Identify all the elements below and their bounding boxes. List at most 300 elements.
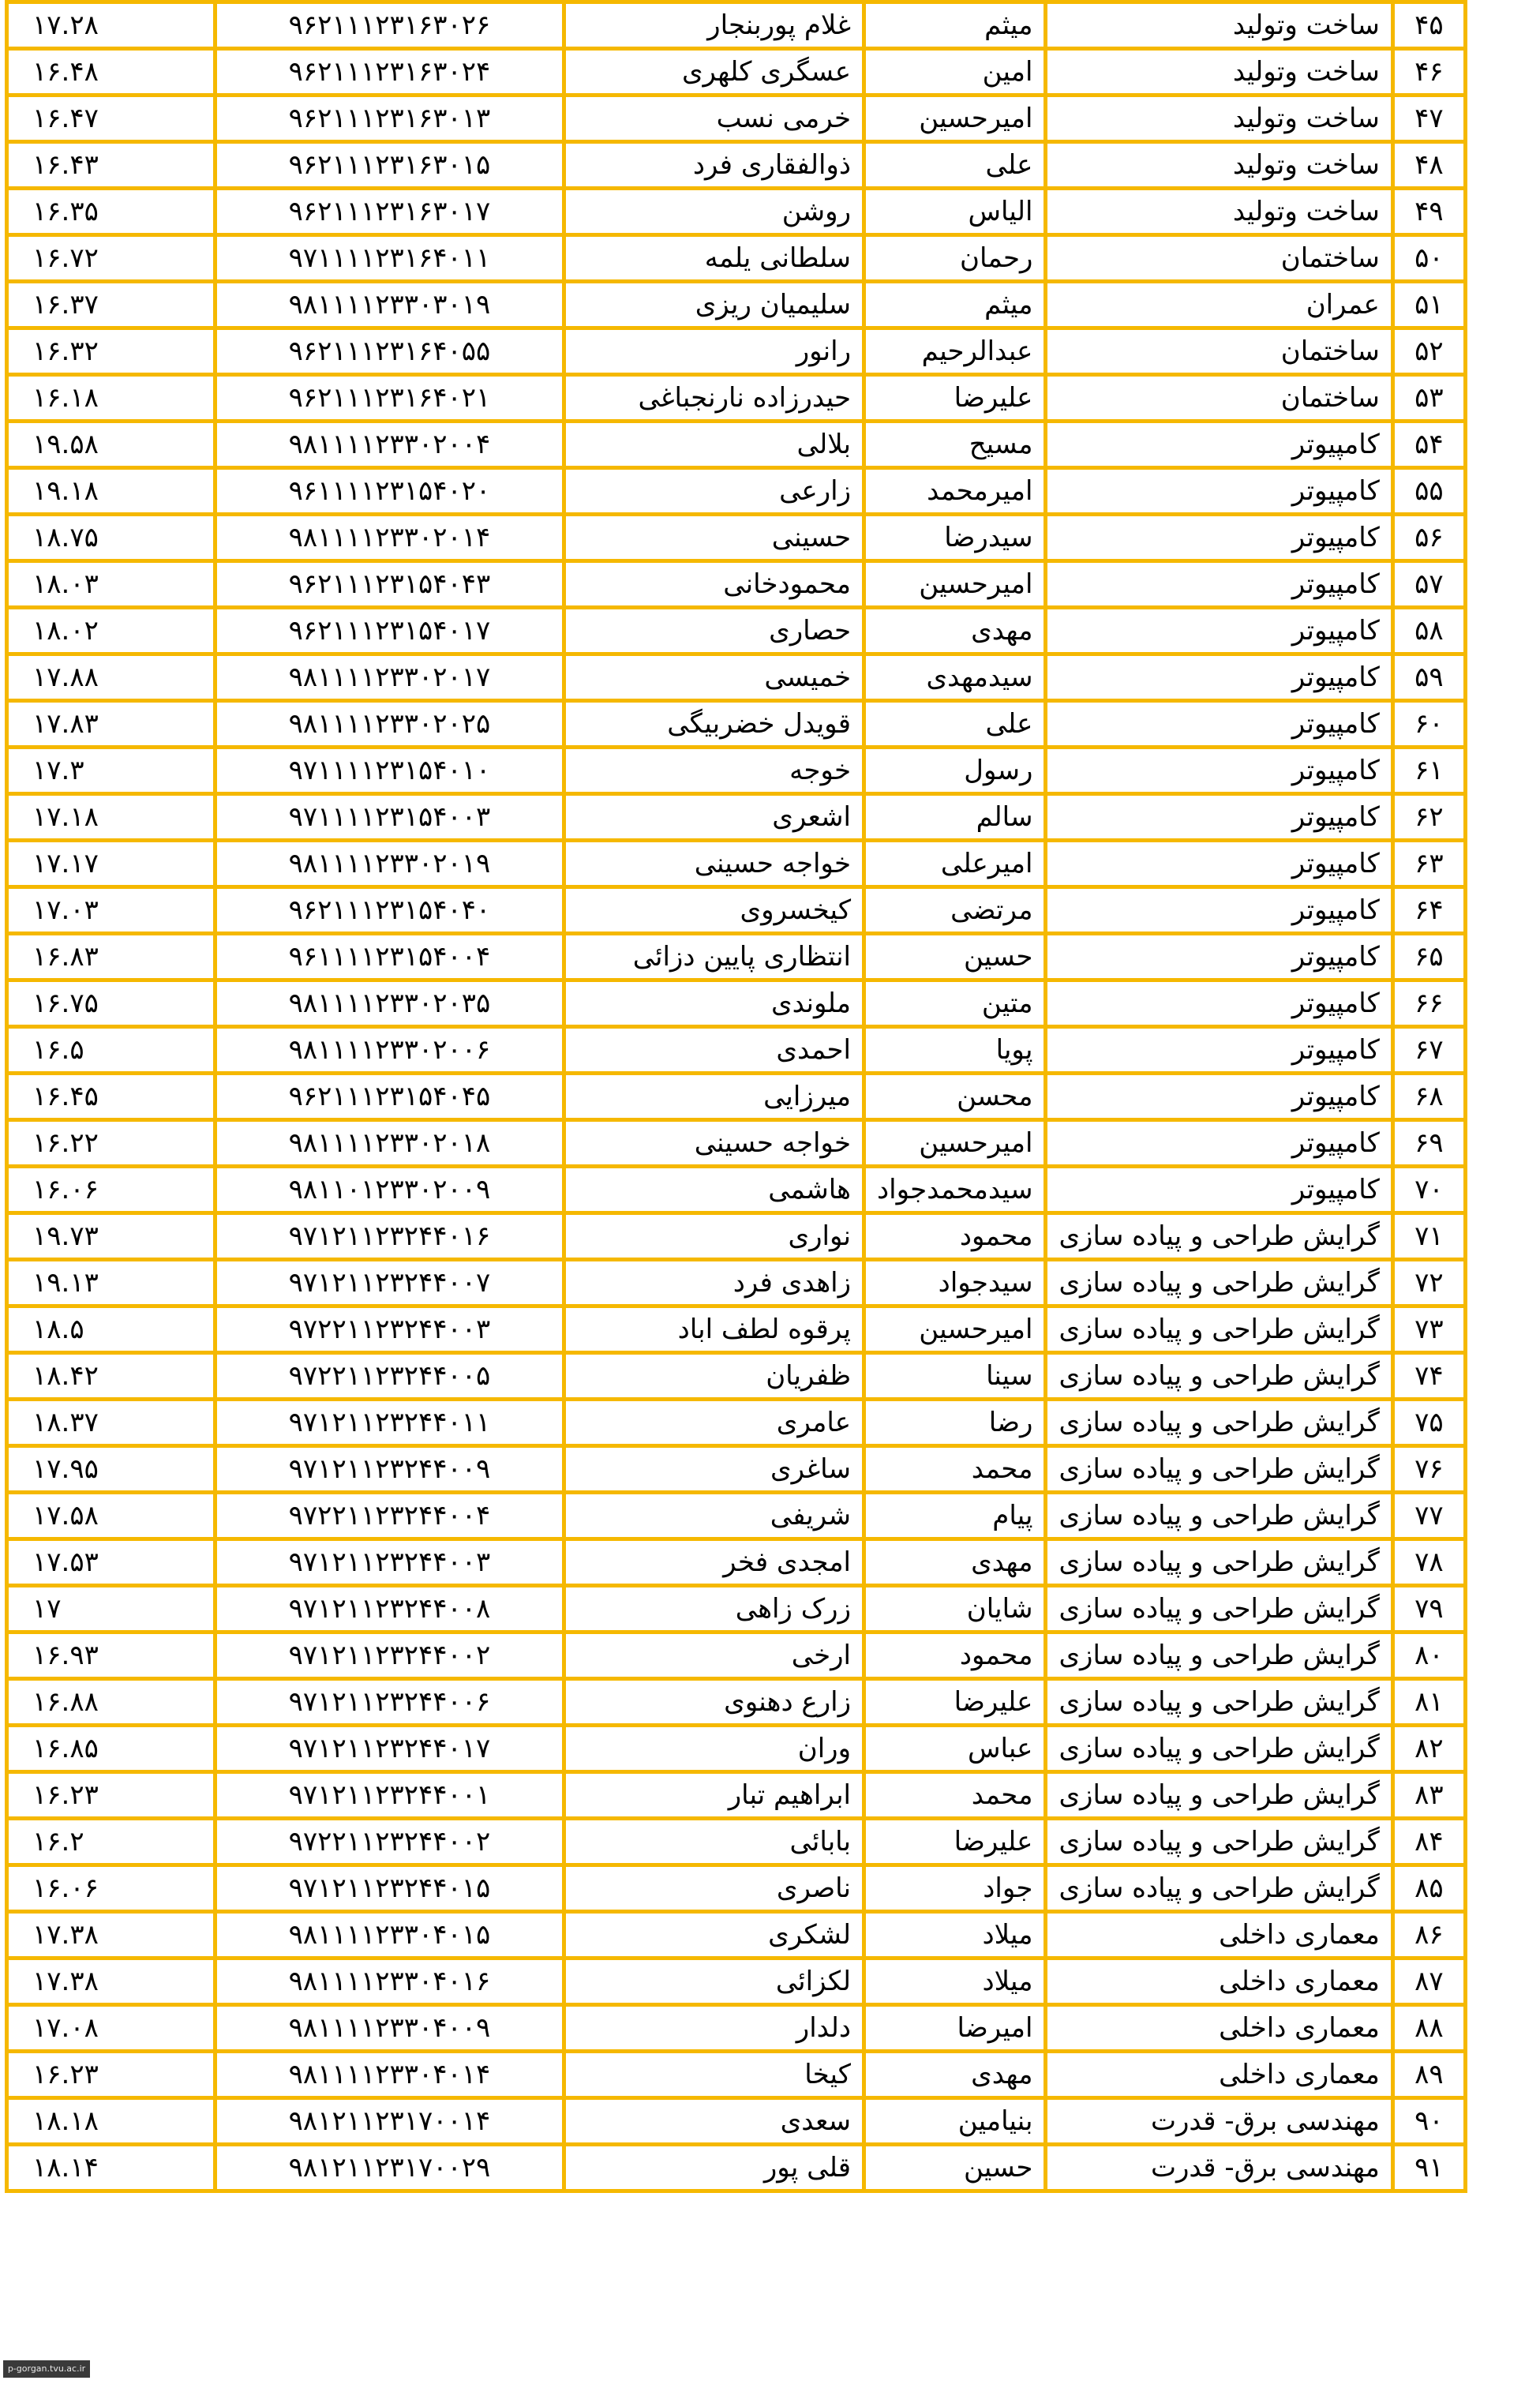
grade-cell: ۱۸.۳۷ — [7, 1400, 215, 1446]
grade-cell: ۱۶.۷۲ — [7, 235, 215, 282]
student-id-cell: ۹۶۲۱۱۱۲۳۱۵۴۰۱۷ — [215, 608, 564, 654]
student-id-cell: ۹۶۲۱۱۱۲۳۱۶۴۰۲۱ — [215, 375, 564, 422]
first-name-cell: مهدی — [864, 608, 1046, 654]
student-id-cell: ۹۶۱۱۱۱۲۳۱۵۴۰۲۰ — [215, 468, 564, 515]
grade-cell: ۱۶.۴۳ — [7, 142, 215, 189]
first-name-cell: شایان — [864, 1586, 1046, 1632]
student-id-cell: ۹۸۱۲۱۱۲۳۱۷۰۰۱۴ — [215, 2098, 564, 2145]
last-name-cell: کیخا — [564, 2052, 864, 2098]
field-cell: معماری داخلی — [1046, 2052, 1392, 2098]
table-row — [7, 887, 1466, 934]
field-cell: معماری داخلی — [1046, 1959, 1392, 2005]
last-name-cell: سلیمیان ریزی — [564, 282, 864, 328]
grade-cell: ۱۶.۰۶ — [7, 1865, 215, 1912]
first-name-cell: سیدمحمدجواد — [864, 1167, 1046, 1213]
row-number-cell: ۷۵ — [1392, 1400, 1465, 1446]
grade-cell: ۱۷.۵۳ — [7, 1539, 215, 1586]
student-id-cell: ۹۸۱۱۱۱۲۳۳۰۲۰۲۵ — [215, 701, 564, 748]
row-number-cell: ۶۸ — [1392, 1074, 1465, 1120]
student-id-cell: ۹۶۲۱۱۱۲۳۱۶۳۰۱۵ — [215, 142, 564, 189]
student-id-cell: ۹۷۲۲۱۱۲۳۲۴۴۰۰۵ — [215, 1353, 564, 1400]
table-row — [7, 1912, 1466, 1959]
grade-cell: ۱۶.۸۸ — [7, 1679, 215, 1726]
field-cell: مهندسی برق- قدرت — [1046, 2145, 1392, 2191]
first-name-cell: علیرضا — [864, 1819, 1046, 1865]
first-name-cell: امیرعلی — [864, 841, 1046, 887]
row-number-cell: ۵۴ — [1392, 422, 1465, 468]
row-number-cell: ۵۰ — [1392, 235, 1465, 282]
student-id-cell: ۹۸۱۱۱۱۲۳۳۰۴۰۱۴ — [215, 2052, 564, 2098]
grade-cell: ۱۷.۳۸ — [7, 1912, 215, 1959]
field-cell: ساختمان — [1046, 235, 1392, 282]
row-number-cell: ۵۸ — [1392, 608, 1465, 654]
last-name-cell: رانور — [564, 328, 864, 375]
table-row — [7, 1120, 1466, 1167]
table-row — [7, 2145, 1466, 2191]
student-id-cell: ۹۶۲۱۱۱۲۳۱۵۴۰۴۵ — [215, 1074, 564, 1120]
first-name-cell: امیرضا — [864, 2005, 1046, 2052]
last-name-cell: بلالی — [564, 422, 864, 468]
student-id-cell: ۹۷۱۱۱۱۲۳۱۶۴۰۱۱ — [215, 235, 564, 282]
grade-cell: ۱۸.۱۸ — [7, 2098, 215, 2145]
last-name-cell: اشعری — [564, 794, 864, 841]
last-name-cell: ملوندی — [564, 980, 864, 1027]
last-name-cell: خواجه حسینی — [564, 841, 864, 887]
first-name-cell: متین — [864, 980, 1046, 1027]
row-number-cell: ۹۱ — [1392, 2145, 1465, 2191]
table-row — [7, 235, 1466, 282]
row-number-cell: ۸۱ — [1392, 1679, 1465, 1726]
first-name-cell: مسیح — [864, 422, 1046, 468]
field-cell: گرایش طراحی و پیاده سازی — [1046, 1446, 1392, 1493]
first-name-cell: امیرحسین — [864, 561, 1046, 608]
student-id-cell: ۹۷۱۲۱۱۲۳۲۴۴۰۱۷ — [215, 1726, 564, 1772]
row-number-cell: ۸۳ — [1392, 1772, 1465, 1819]
last-name-cell: پرقوه لطف اباد — [564, 1306, 864, 1353]
row-number-cell: ۷۴ — [1392, 1353, 1465, 1400]
first-name-cell: سیدجواد — [864, 1260, 1046, 1306]
last-name-cell: لشکری — [564, 1912, 864, 1959]
table-row — [7, 1819, 1466, 1865]
last-name-cell: خرمی نسب — [564, 96, 864, 142]
first-name-cell: سیدمهدی — [864, 654, 1046, 701]
last-name-cell: نواری — [564, 1213, 864, 1260]
grade-cell: ۱۷.۰۸ — [7, 2005, 215, 2052]
last-name-cell: شریفی — [564, 1493, 864, 1539]
table-row — [7, 2005, 1466, 2052]
last-name-cell: عامری — [564, 1400, 864, 1446]
student-id-cell: ۹۷۱۲۱۱۲۳۲۴۴۰۰۳ — [215, 1539, 564, 1586]
last-name-cell: ذوالفقاری فرد — [564, 142, 864, 189]
table-row — [7, 1632, 1466, 1679]
row-number-cell: ۷۲ — [1392, 1260, 1465, 1306]
first-name-cell: سیدرضا — [864, 515, 1046, 561]
last-name-cell: محمودخانی — [564, 561, 864, 608]
student-id-cell: ۹۸۱۱۱۱۲۳۳۰۴۰۱۵ — [215, 1912, 564, 1959]
last-name-cell: خمیسی — [564, 654, 864, 701]
table-row — [7, 1027, 1466, 1074]
student-id-cell: ۹۷۲۲۱۱۲۳۲۴۴۰۰۴ — [215, 1493, 564, 1539]
field-cell: کامپیوتر — [1046, 1027, 1392, 1074]
row-number-cell: ۴۵ — [1392, 2, 1465, 49]
last-name-cell: امجدی فخر — [564, 1539, 864, 1586]
grade-cell: ۱۶.۳۵ — [7, 189, 215, 235]
first-name-cell: جواد — [864, 1865, 1046, 1912]
student-id-cell: ۹۷۱۲۱۱۲۳۲۴۴۰۱۱ — [215, 1400, 564, 1446]
field-cell: کامپیوتر — [1046, 1120, 1392, 1167]
field-cell: کامپیوتر — [1046, 468, 1392, 515]
grade-cell: ۱۶.۷۵ — [7, 980, 215, 1027]
student-id-cell: ۹۸۱۱۱۱۲۳۳۰۲۰۱۴ — [215, 515, 564, 561]
row-number-cell: ۵۵ — [1392, 468, 1465, 515]
table-row — [7, 1400, 1466, 1446]
first-name-cell: عباس — [864, 1726, 1046, 1772]
grade-cell: ۱۶.۴۵ — [7, 1074, 215, 1120]
table-row — [7, 189, 1466, 235]
field-cell: گرایش طراحی و پیاده سازی — [1046, 1400, 1392, 1446]
student-id-cell: ۹۷۱۲۱۱۲۳۲۴۴۰۰۷ — [215, 1260, 564, 1306]
last-name-cell: میرزایی — [564, 1074, 864, 1120]
student-id-cell: ۹۸۱۱۱۱۲۳۳۰۴۰۱۶ — [215, 1959, 564, 2005]
first-name-cell: امیرحسین — [864, 1306, 1046, 1353]
table-row — [7, 561, 1466, 608]
first-name-cell: مرتضی — [864, 887, 1046, 934]
field-cell: گرایش طراحی و پیاده سازی — [1046, 1306, 1392, 1353]
table-row — [7, 1726, 1466, 1772]
student-id-cell: ۹۶۱۱۱۱۲۳۱۵۴۰۰۴ — [215, 934, 564, 980]
student-id-cell: ۹۸۱۱۱۱۲۳۳۰۴۰۰۹ — [215, 2005, 564, 2052]
first-name-cell: امین — [864, 49, 1046, 96]
grade-cell: ۱۷.۰۳ — [7, 887, 215, 934]
row-number-cell: ۹۰ — [1392, 2098, 1465, 2145]
row-number-cell: ۸۶ — [1392, 1912, 1465, 1959]
student-id-cell: ۹۶۲۱۱۱۲۳۱۶۳۰۲۴ — [215, 49, 564, 96]
grade-cell: ۱۶.۸۵ — [7, 1726, 215, 1772]
table-row — [7, 1306, 1466, 1353]
first-name-cell: پویا — [864, 1027, 1046, 1074]
grade-cell: ۱۷.۳۸ — [7, 1959, 215, 2005]
student-id-cell: ۹۶۲۱۱۱۲۳۱۵۴۰۴۳ — [215, 561, 564, 608]
last-name-cell: غلام پوربنجار — [564, 2, 864, 49]
table-row — [7, 49, 1466, 96]
table-row — [7, 841, 1466, 887]
row-number-cell: ۸۴ — [1392, 1819, 1465, 1865]
row-number-cell: ۸۷ — [1392, 1959, 1465, 2005]
row-number-cell: ۴۸ — [1392, 142, 1465, 189]
table-row — [7, 422, 1466, 468]
row-number-cell: ۸۹ — [1392, 2052, 1465, 2098]
last-name-cell: ساغری — [564, 1446, 864, 1493]
last-name-cell: احمدی — [564, 1027, 864, 1074]
grade-cell: ۱۶.۵ — [7, 1027, 215, 1074]
table-row — [7, 654, 1466, 701]
grade-cell: ۱۷.۸۳ — [7, 701, 215, 748]
table-row — [7, 2052, 1466, 2098]
table-row — [7, 1772, 1466, 1819]
student-id-cell: ۹۷۱۱۱۱۲۳۱۵۴۰۰۳ — [215, 794, 564, 841]
grade-cell: ۱۷.۵۸ — [7, 1493, 215, 1539]
first-name-cell: رضا — [864, 1400, 1046, 1446]
student-id-cell: ۹۸۱۲۱۱۲۳۱۷۰۰۲۹ — [215, 2145, 564, 2191]
last-name-cell: ظفریان — [564, 1353, 864, 1400]
row-number-cell: ۷۱ — [1392, 1213, 1465, 1260]
row-number-cell: ۵۷ — [1392, 561, 1465, 608]
field-cell: معماری داخلی — [1046, 2005, 1392, 2052]
row-number-cell: ۷۷ — [1392, 1493, 1465, 1539]
field-cell: گرایش طراحی و پیاده سازی — [1046, 1865, 1392, 1912]
field-cell: گرایش طراحی و پیاده سازی — [1046, 1493, 1392, 1539]
field-cell: کامپیوتر — [1046, 887, 1392, 934]
last-name-cell: حسینی — [564, 515, 864, 561]
table-row — [7, 328, 1466, 375]
field-cell: مهندسی برق- قدرت — [1046, 2098, 1392, 2145]
grade-cell: ۱۶.۴۷ — [7, 96, 215, 142]
grade-cell: ۱۷.۱۷ — [7, 841, 215, 887]
first-name-cell: میثم — [864, 2, 1046, 49]
grade-cell: ۱۶.۴۸ — [7, 49, 215, 96]
grade-cell: ۱۹.۷۳ — [7, 1213, 215, 1260]
grade-cell: ۱۷.۹۵ — [7, 1446, 215, 1493]
row-number-cell: ۴۶ — [1392, 49, 1465, 96]
row-number-cell: ۵۱ — [1392, 282, 1465, 328]
field-cell: گرایش طراحی و پیاده سازی — [1046, 1679, 1392, 1726]
student-id-cell: ۹۷۱۱۱۱۲۳۱۵۴۰۱۰ — [215, 748, 564, 794]
field-cell: کامپیوتر — [1046, 748, 1392, 794]
student-id-cell: ۹۸۱۱۱۱۲۳۳۰۳۰۱۹ — [215, 282, 564, 328]
last-name-cell: زارعی — [564, 468, 864, 515]
field-cell: ساخت وتولید — [1046, 189, 1392, 235]
first-name-cell: مهدی — [864, 2052, 1046, 2098]
table-row — [7, 96, 1466, 142]
row-number-cell: ۵۶ — [1392, 515, 1465, 561]
first-name-cell: سالم — [864, 794, 1046, 841]
field-cell: گرایش طراحی و پیاده سازی — [1046, 1353, 1392, 1400]
last-name-cell: سعدی — [564, 2098, 864, 2145]
row-number-cell: ۶۹ — [1392, 1120, 1465, 1167]
field-cell: کامپیوتر — [1046, 934, 1392, 980]
first-name-cell: میثم — [864, 282, 1046, 328]
first-name-cell: سینا — [864, 1353, 1046, 1400]
table-row — [7, 515, 1466, 561]
first-name-cell: بنیامین — [864, 2098, 1046, 2145]
grade-cell: ۱۸.۴۲ — [7, 1353, 215, 1400]
row-number-cell: ۸۰ — [1392, 1632, 1465, 1679]
table-row — [7, 1493, 1466, 1539]
table-row — [7, 748, 1466, 794]
field-cell: ساختمان — [1046, 375, 1392, 422]
last-name-cell: ابراهیم تبار — [564, 1772, 864, 1819]
grade-cell: ۱۹.۱۸ — [7, 468, 215, 515]
row-number-cell: ۶۷ — [1392, 1027, 1465, 1074]
grade-cell: ۱۶.۲۳ — [7, 1772, 215, 1819]
student-id-cell: ۹۸۱۱۱۱۲۳۳۰۲۰۱۸ — [215, 1120, 564, 1167]
grade-cell: ۱۷.۳ — [7, 748, 215, 794]
student-id-cell: ۹۸۱۱۱۱۲۳۳۰۲۰۰۴ — [215, 422, 564, 468]
field-cell: گرایش طراحی و پیاده سازی — [1046, 1772, 1392, 1819]
grade-cell: ۱۸.۱۴ — [7, 2145, 215, 2191]
first-name-cell: محمد — [864, 1772, 1046, 1819]
field-cell: ساخت وتولید — [1046, 96, 1392, 142]
row-number-cell: ۷۶ — [1392, 1446, 1465, 1493]
grade-cell: ۱۶.۸۳ — [7, 934, 215, 980]
row-number-cell: ۷۸ — [1392, 1539, 1465, 1586]
field-cell: کامپیوتر — [1046, 794, 1392, 841]
grade-cell: ۱۶.۹۳ — [7, 1632, 215, 1679]
student-id-cell: ۹۶۲۱۱۱۲۳۱۶۴۰۵۵ — [215, 328, 564, 375]
first-name-cell: علی — [864, 701, 1046, 748]
grade-cell: ۱۶.۱۸ — [7, 375, 215, 422]
row-number-cell: ۸۸ — [1392, 2005, 1465, 2052]
table-row — [7, 2098, 1466, 2145]
row-number-cell: ۶۴ — [1392, 887, 1465, 934]
table-row — [7, 1213, 1466, 1260]
grade-cell: ۱۸.۵ — [7, 1306, 215, 1353]
last-name-cell: خوجه — [564, 748, 864, 794]
last-name-cell: قویدل خضربیگی — [564, 701, 864, 748]
grade-cell: ۱۶.۲۲ — [7, 1120, 215, 1167]
last-name-cell: دلدار — [564, 2005, 864, 2052]
student-id-cell: ۹۷۱۲۱۱۲۳۲۴۴۰۱۶ — [215, 1213, 564, 1260]
field-cell: کامپیوتر — [1046, 515, 1392, 561]
grade-cell: ۱۷.۲۸ — [7, 2, 215, 49]
row-number-cell: ۶۶ — [1392, 980, 1465, 1027]
last-name-cell: ارخی — [564, 1632, 864, 1679]
table-row — [7, 1539, 1466, 1586]
table-row — [7, 1865, 1466, 1912]
field-cell: ساخت وتولید — [1046, 2, 1392, 49]
grade-cell: ۱۷.۸۸ — [7, 654, 215, 701]
row-number-cell: ۵۲ — [1392, 328, 1465, 375]
table-row — [7, 142, 1466, 189]
field-cell: گرایش طراحی و پیاده سازی — [1046, 1726, 1392, 1772]
site-watermark: p-gorgan.tvu.ac.ir — [3, 2360, 90, 2378]
last-name-cell: حصاری — [564, 608, 864, 654]
last-name-cell: روشن — [564, 189, 864, 235]
student-id-cell: ۹۸۱۱۱۱۲۳۳۰۲۰۳۵ — [215, 980, 564, 1027]
first-name-cell: محمود — [864, 1213, 1046, 1260]
last-name-cell: سلطانی یلمه — [564, 235, 864, 282]
student-id-cell: ۹۷۱۲۱۱۲۳۲۴۴۰۰۹ — [215, 1446, 564, 1493]
grade-cell: ۱۶.۲ — [7, 1819, 215, 1865]
student-id-cell: ۹۸۱۱۱۱۲۳۳۰۲۰۱۹ — [215, 841, 564, 887]
table-row — [7, 1959, 1466, 2005]
table-row — [7, 468, 1466, 515]
last-name-cell: خواجه حسینی — [564, 1120, 864, 1167]
row-number-cell: ۷۹ — [1392, 1586, 1465, 1632]
first-name-cell: محسن — [864, 1074, 1046, 1120]
table-row — [7, 1260, 1466, 1306]
first-name-cell: علیرضا — [864, 1679, 1046, 1726]
first-name-cell: رحمان — [864, 235, 1046, 282]
first-name-cell: امیرمحمد — [864, 468, 1046, 515]
grade-cell: ۱۶.۳۷ — [7, 282, 215, 328]
table-row — [7, 1586, 1466, 1632]
table-row — [7, 282, 1466, 328]
student-id-cell: ۹۶۲۱۱۱۲۳۱۶۳۰۲۶ — [215, 2, 564, 49]
student-id-cell: ۹۸۱۱۰۱۲۳۳۰۲۰۰۹ — [215, 1167, 564, 1213]
row-number-cell: ۷۰ — [1392, 1167, 1465, 1213]
row-number-cell: ۸۵ — [1392, 1865, 1465, 1912]
table-row — [7, 1679, 1466, 1726]
field-cell: ساختمان — [1046, 328, 1392, 375]
grade-cell: ۱۹.۱۳ — [7, 1260, 215, 1306]
row-number-cell: ۶۲ — [1392, 794, 1465, 841]
row-number-cell: ۶۳ — [1392, 841, 1465, 887]
student-id-cell: ۹۸۱۱۱۱۲۳۳۰۲۰۰۶ — [215, 1027, 564, 1074]
field-cell: کامپیوتر — [1046, 561, 1392, 608]
student-id-cell: ۹۶۲۱۱۱۲۳۱۶۳۰۱۳ — [215, 96, 564, 142]
last-name-cell: زارع دهنوی — [564, 1679, 864, 1726]
table-row — [7, 2, 1466, 49]
last-name-cell: لکزائی — [564, 1959, 864, 2005]
student-id-cell: ۹۶۲۱۱۱۲۳۱۵۴۰۴۰ — [215, 887, 564, 934]
last-name-cell: بابائی — [564, 1819, 864, 1865]
grade-cell: ۱۸.۷۵ — [7, 515, 215, 561]
row-number-cell: ۵۳ — [1392, 375, 1465, 422]
field-cell: گرایش طراحی و پیاده سازی — [1046, 1260, 1392, 1306]
last-name-cell: حیدرزاده نارنجباغی — [564, 375, 864, 422]
table-row — [7, 980, 1466, 1027]
table-row — [7, 1446, 1466, 1493]
first-name-cell: الیاس — [864, 189, 1046, 235]
field-cell: کامپیوتر — [1046, 1167, 1392, 1213]
row-number-cell: ۶۰ — [1392, 701, 1465, 748]
first-name-cell: عبدالرحیم — [864, 328, 1046, 375]
row-number-cell: ۶۱ — [1392, 748, 1465, 794]
table-row — [7, 375, 1466, 422]
field-cell: گرایش طراحی و پیاده سازی — [1046, 1539, 1392, 1586]
row-number-cell: ۶۵ — [1392, 934, 1465, 980]
grade-cell: ۱۷.۱۸ — [7, 794, 215, 841]
table-row — [7, 934, 1466, 980]
first-name-cell: علی — [864, 142, 1046, 189]
last-name-cell: زرک زاهی — [564, 1586, 864, 1632]
field-cell: کامپیوتر — [1046, 1074, 1392, 1120]
first-name-cell: امیرحسین — [864, 1120, 1046, 1167]
first-name-cell: علیرضا — [864, 375, 1046, 422]
table-row — [7, 608, 1466, 654]
first-name-cell: میلاد — [864, 1912, 1046, 1959]
student-id-cell: ۹۷۱۲۱۱۲۳۲۴۴۰۰۲ — [215, 1632, 564, 1679]
field-cell: ساخت وتولید — [1046, 49, 1392, 96]
students-grade-table — [5, 0, 1467, 2193]
student-id-cell: ۹۷۱۲۱۱۲۳۲۴۴۰۰۸ — [215, 1586, 564, 1632]
grade-cell: ۱۹.۵۸ — [7, 422, 215, 468]
last-name-cell: انتظاری پایین دزائی — [564, 934, 864, 980]
table-row — [7, 701, 1466, 748]
row-number-cell: ۵۹ — [1392, 654, 1465, 701]
last-name-cell: قلی پور — [564, 2145, 864, 2191]
first-name-cell: رسول — [864, 748, 1046, 794]
student-id-cell: ۹۷۲۲۱۱۲۳۲۴۴۰۰۲ — [215, 1819, 564, 1865]
last-name-cell: ناصری — [564, 1865, 864, 1912]
table-row — [7, 1167, 1466, 1213]
first-name-cell: حسین — [864, 934, 1046, 980]
row-number-cell: ۴۷ — [1392, 96, 1465, 142]
field-cell: کامپیوتر — [1046, 701, 1392, 748]
last-name-cell: عسگری کلهری — [564, 49, 864, 96]
last-name-cell: وران — [564, 1726, 864, 1772]
field-cell: معماری داخلی — [1046, 1912, 1392, 1959]
first-name-cell: پیام — [864, 1493, 1046, 1539]
student-id-cell: ۹۷۲۲۱۱۲۳۲۴۴۰۰۳ — [215, 1306, 564, 1353]
student-id-cell: ۹۷۱۲۱۱۲۳۲۴۴۰۰۱ — [215, 1772, 564, 1819]
row-number-cell: ۷۳ — [1392, 1306, 1465, 1353]
field-cell: کامپیوتر — [1046, 980, 1392, 1027]
field-cell: کامپیوتر — [1046, 422, 1392, 468]
first-name-cell: امیرحسین — [864, 96, 1046, 142]
field-cell: کامپیوتر — [1046, 608, 1392, 654]
